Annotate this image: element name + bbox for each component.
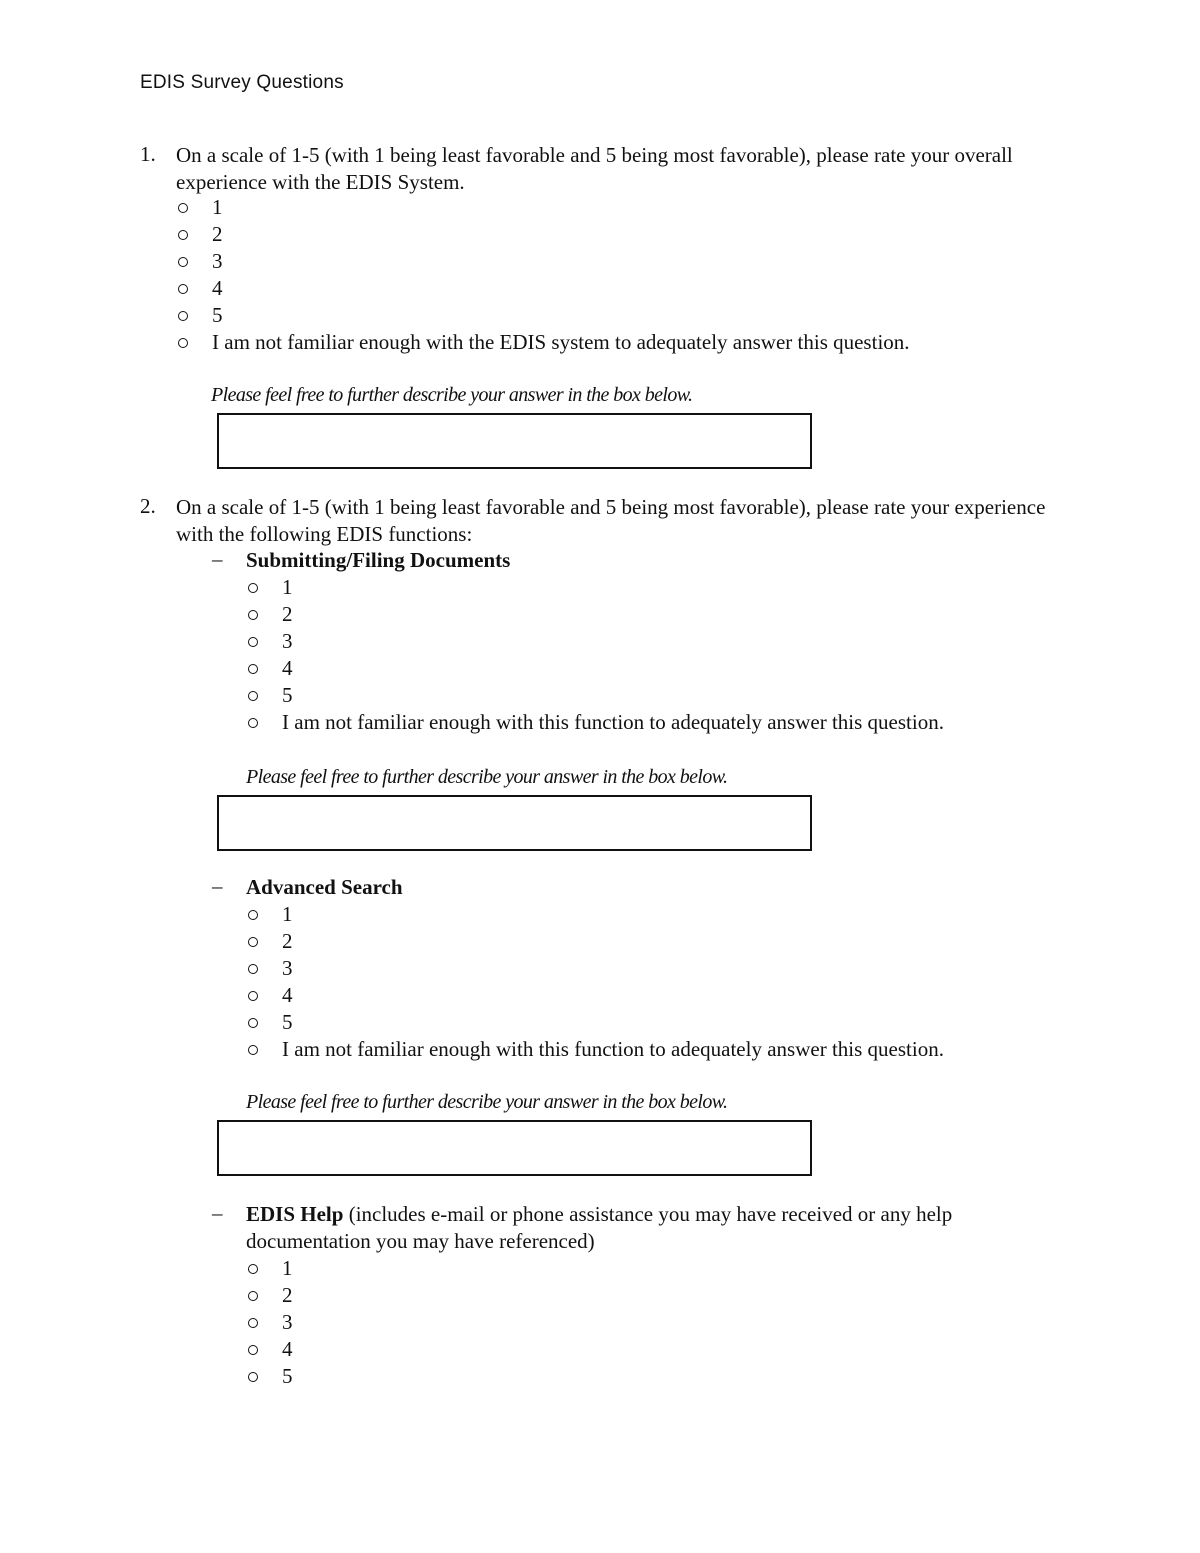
question-1-number: 1.: [140, 142, 156, 166]
function-edis-help-title: EDIS Help (includes e-mail or phone assistance you may have received or any help documentation you may have referenced): [246, 1202, 953, 1253]
function-submitting-prompt: Please feel free to further describe your answer in the box below.: [246, 766, 728, 788]
radio-circle-icon[interactable]: [248, 1018, 258, 1028]
question-1-prompt: Please feel free to further describe your answer in the box below.: [211, 384, 693, 406]
radio-circle-icon[interactable]: [248, 691, 258, 701]
function-edis-help-note: (includes e-mail or phone assistance you may have received or any help documentation you may have referenced): [246, 1202, 953, 1253]
radio-circle-icon[interactable]: [248, 910, 258, 920]
function-advanced-search-prompt: Please feel free to further describe your answer in the box below.: [246, 1091, 728, 1113]
radio-circle-icon[interactable]: [248, 718, 258, 728]
radio-circle-icon[interactable]: [248, 637, 258, 647]
radio-circle-icon[interactable]: [248, 964, 258, 974]
radio-circle-icon[interactable]: [178, 284, 188, 294]
radio-circle-icon[interactable]: [248, 991, 258, 1001]
dash-bullet: –: [212, 547, 223, 571]
radio-circle-icon[interactable]: [248, 610, 258, 620]
radio-circle-icon[interactable]: [178, 311, 188, 321]
function-advanced-search-answer-box[interactable]: [217, 1120, 812, 1176]
radio-circle-icon[interactable]: [248, 1372, 258, 1382]
radio-circle-icon[interactable]: [248, 1264, 258, 1274]
question-1-text: On a scale of 1-5 (with 1 being least favorable and 5 being most favorable), please rate your overall experience with the EDIS System.: [176, 143, 1013, 194]
page-title: EDIS Survey Questions: [140, 72, 344, 93]
radio-circle-icon[interactable]: [178, 338, 188, 348]
radio-circle-icon[interactable]: [178, 230, 188, 240]
function-advanced-search-title: Advanced Search: [246, 875, 403, 899]
function-submitting-answer-box[interactable]: [217, 795, 812, 851]
radio-circle-icon[interactable]: [178, 257, 188, 267]
question-2-number: 2.: [140, 494, 156, 518]
function-submitting-title: Submitting/Filing Documents: [246, 548, 511, 572]
radio-circle-icon[interactable]: [248, 937, 258, 947]
question-2-text: On a scale of 1-5 (with 1 being least favorable and 5 being most favorable), please rate your experience with the following EDIS functions:: [176, 495, 1046, 546]
radio-circle-icon[interactable]: [248, 1318, 258, 1328]
radio-circle-icon[interactable]: [248, 1045, 258, 1055]
radio-circle-icon[interactable]: [248, 583, 258, 593]
radio-circle-icon[interactable]: [248, 1291, 258, 1301]
dash-bullet: –: [212, 874, 223, 898]
radio-circle-icon[interactable]: [178, 203, 188, 213]
radio-circle-icon[interactable]: [248, 1345, 258, 1355]
question-1-answer-box[interactable]: [217, 413, 812, 469]
radio-circle-icon[interactable]: [248, 664, 258, 674]
dash-bullet: –: [212, 1201, 223, 1225]
